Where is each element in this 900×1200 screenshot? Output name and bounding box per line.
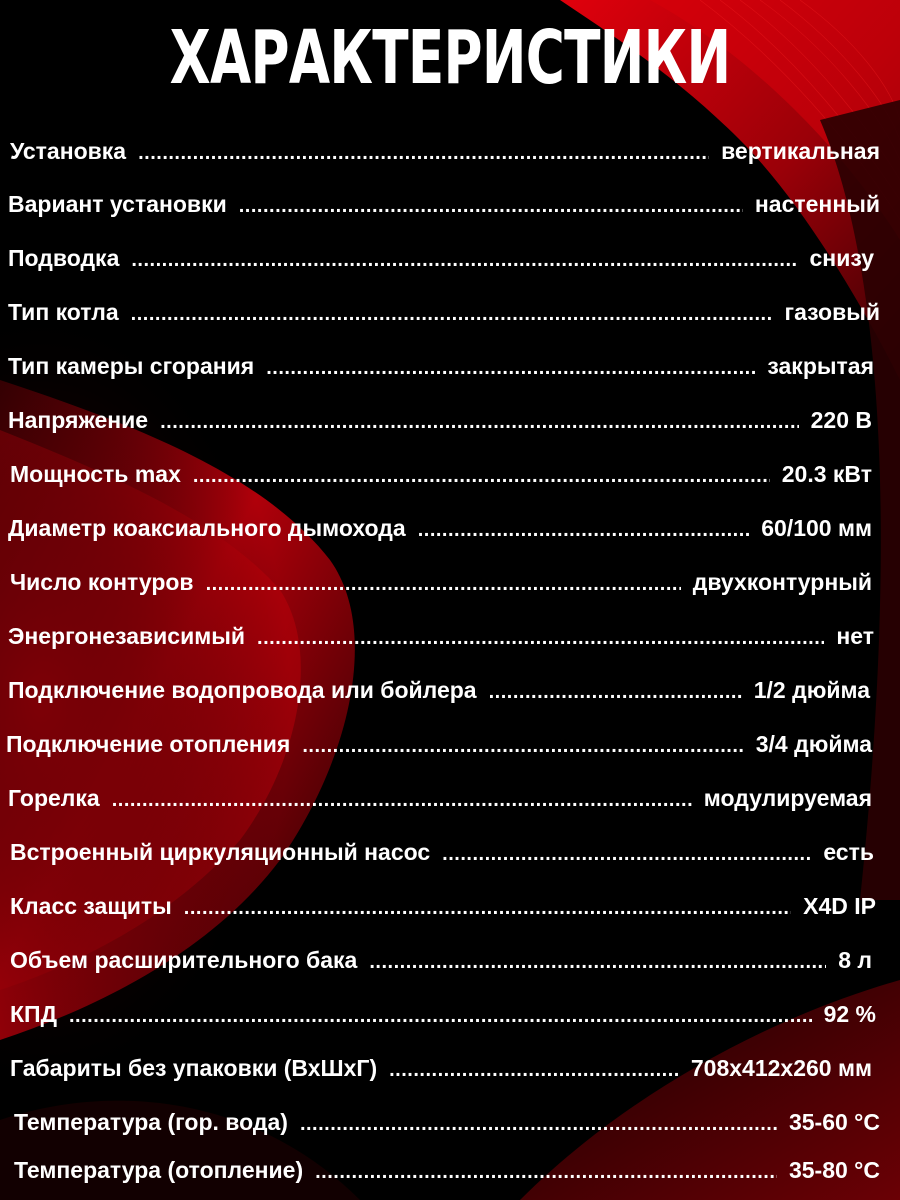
spec-value: двухконтурный [692,569,872,595]
spec-label: Мощность max [10,461,181,487]
dot-leader [489,681,742,704]
spec-value: 8 л [838,947,872,973]
dot-leader [239,195,743,218]
spec-value: X4D IP [803,893,876,919]
spec-row-mounting [8,191,880,221]
dot-leader [193,465,770,488]
spec-label: Горелка [8,785,100,811]
spec-value: 35-80 °C [788,1157,880,1183]
dot-leader [184,897,791,920]
spec-value: 3/4 дюйма [755,731,872,757]
spec-label: Вариант установки [8,191,227,217]
spec-row-boiler-type [8,299,880,329]
spec-row-efficiency [10,1001,876,1031]
spec-row-chamber-type [8,353,874,383]
spec-label: Тип котла [8,299,119,325]
dot-leader [389,1059,679,1082]
spec-label: Подводка [8,245,120,271]
spec-row-water-connection [8,677,870,707]
dot-leader [369,951,826,974]
spec-row-flue-diameter [8,515,872,545]
spec-label: Число контуров [10,569,194,595]
spec-row-connection [8,245,874,275]
spec-label: Температура (гор. вода) [14,1109,288,1135]
spec-label: Энергонезависимый [8,623,246,649]
spec-label: Тип камеры сгорания [8,353,255,379]
spec-value: снизу [809,245,874,271]
spec-row-circuits [10,569,872,599]
spec-label: Подключение отопления [6,731,291,757]
spec-row-energy-independent [8,623,874,653]
spec-row-dimensions [10,1055,872,1085]
dot-leader [131,249,797,272]
spec-value: есть [823,839,874,865]
spec-row-installation [10,138,880,168]
dot-leader [442,843,811,866]
dot-leader [266,357,755,380]
dot-leader [300,1113,777,1136]
spec-row-heating-connection [6,731,872,761]
spec-label: Температура (отопление) [14,1157,304,1183]
spec-value: 35-60 °C [788,1109,880,1135]
spec-label: КПД [10,1001,57,1027]
dot-leader [206,573,681,596]
spec-value: закрытая [767,353,874,379]
spec-row-pump [10,839,874,869]
spec-label: Подключение водопровода или бойлера [8,677,477,703]
dot-leader [315,1161,777,1184]
spec-row-heating-temp [14,1157,880,1187]
spec-value: 708x412x260 мм [690,1055,872,1081]
dot-leader [302,735,743,758]
spec-value: нет [836,623,874,649]
spec-value: газовый [784,299,880,325]
dot-leader [69,1005,812,1028]
page-title: ХАРАКТЕРИСТИКИ [169,15,731,101]
spec-value: 60/100 мм [761,515,872,541]
spec-row-protection-class [10,893,876,923]
spec-row-power [10,461,872,491]
spec-label: Встроенный циркуляционный насос [10,839,431,865]
spec-value: настенный [754,191,880,217]
spec-value: 1/2 дюйма [753,677,870,703]
spec-row-expansion-tank [10,947,872,977]
spec-value: вертикальная [721,138,880,164]
dot-leader [138,142,709,165]
spec-value: 92 % [823,1001,876,1027]
spec-label: Установка [10,138,127,164]
spec-value: 220 В [810,407,872,433]
spec-label: Объем расширительного бака [10,947,358,973]
spec-value: 20.3 кВт [781,461,872,487]
spec-label: Диаметр коаксиального дымохода [8,515,406,541]
spec-label: Габариты без упаковки (ВхШхГ) [10,1055,378,1081]
dot-leader [257,627,824,650]
spec-label: Класс защиты [10,893,172,919]
spec-row-burner [8,785,872,815]
dot-leader [160,411,799,434]
spec-row-voltage [8,407,872,437]
dot-leader [131,303,773,326]
dot-leader [418,519,750,542]
spec-row-hot-water-temp [14,1109,880,1139]
spec-label: Напряжение [8,407,149,433]
dot-leader [112,789,692,812]
spec-value: модулируемая [703,785,872,811]
